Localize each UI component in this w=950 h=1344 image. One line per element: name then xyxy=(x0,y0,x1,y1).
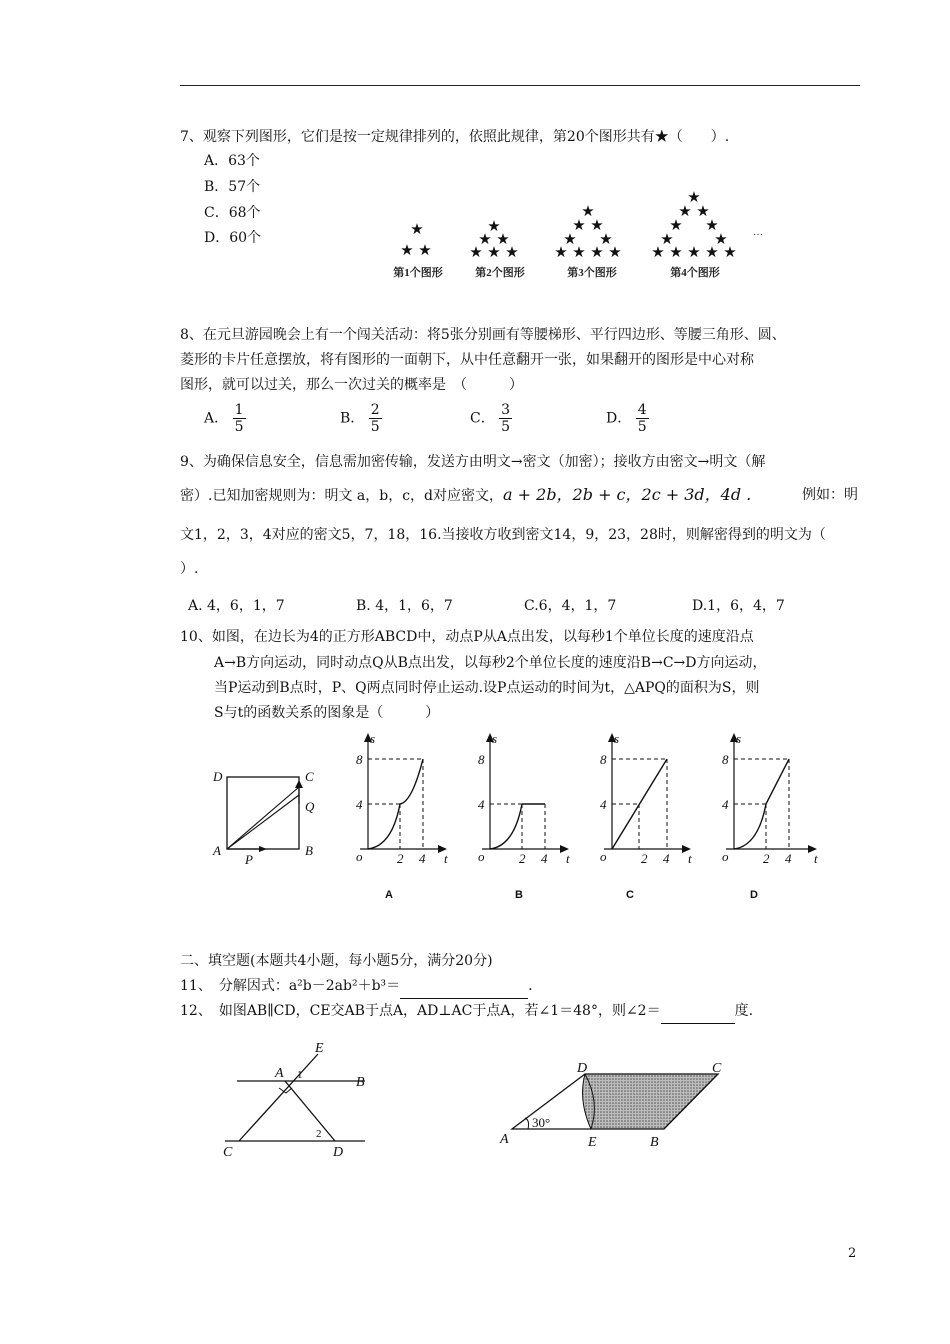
fraction: $\frac{3}{5}$ xyxy=(501,402,511,435)
axis-s: s xyxy=(492,731,498,746)
cipher-formula: a + 2b，2b + c，2c + 3d，4d . xyxy=(503,485,752,504)
star-icon: ★ xyxy=(651,245,665,261)
q7-stem: 7、观察下列图形，它们是按一定规律排列的，依照此规律，第20个图形共有★（ ）. xyxy=(180,129,730,145)
para-label-A: A xyxy=(500,1132,509,1147)
q8-option-b: B． $\frac{2}{5}$ xyxy=(340,402,380,435)
graph-d xyxy=(718,730,828,865)
q11-answer-blank[interactable] xyxy=(400,974,528,999)
section2-title: 二、填空题(本题共4小题，每小题5分，满分20分) xyxy=(180,953,493,969)
page-number: 2 xyxy=(848,1246,857,1261)
star-icon: ★ xyxy=(478,232,492,248)
fig12-label-A: A xyxy=(275,1066,284,1081)
q10-line3: 当P运动到B点时，P、Q两点同时停止运动.设P点运动的时间为t，△APQ的面积为S，则 xyxy=(214,680,760,696)
star-icon: ★ xyxy=(669,218,683,234)
tick-8: 8 xyxy=(722,752,729,767)
star-icon: ★ xyxy=(572,245,586,261)
q8-option-a: A． $\frac{1}{5}$ xyxy=(204,402,244,435)
star-icon: ★ xyxy=(410,222,424,238)
q12-answer-blank[interactable] xyxy=(661,999,735,1024)
star-icon: ★ xyxy=(714,232,728,248)
tick-8: 8 xyxy=(478,752,485,767)
q7-option-d: D．60个 xyxy=(204,230,262,246)
q8-line2: 菱形的卡片任意摆放，将有图形的一面朝下，从中任意翻开一张，如果翻开的图形是中心对称 xyxy=(180,352,754,368)
q8-option-c: C． $\frac{3}{5}$ xyxy=(470,402,511,435)
star-icon: ★ xyxy=(687,245,701,261)
star-icon: ★ xyxy=(572,218,586,234)
star-icon: ★ xyxy=(696,204,710,220)
q9-line2-post: 例如：明 xyxy=(802,487,858,503)
figure-label-4: 第4个图形 xyxy=(670,267,720,279)
star-icon: ★ xyxy=(581,204,595,220)
q9-line4: ）. xyxy=(180,561,199,577)
axis-s: s xyxy=(370,731,376,746)
graph-label-a: A xyxy=(385,889,393,901)
q7-option-c: C．68个 xyxy=(204,205,261,221)
fig12-label-C: C xyxy=(223,1145,233,1160)
angle-30-label: 30° xyxy=(532,1115,551,1130)
q8-line3: 图形，就可以过关，那么一次过关的概率是 （ ） xyxy=(180,377,523,393)
graph-a xyxy=(352,730,452,865)
square-figure xyxy=(205,762,325,867)
tick-4: 4 xyxy=(356,797,363,812)
tick-4: 4 xyxy=(478,797,485,812)
star-icon: ★ xyxy=(599,232,613,248)
para-label-B: B xyxy=(650,1135,659,1150)
star-icon: ★ xyxy=(487,219,501,235)
fraction: $\frac{1}{5}$ xyxy=(234,402,244,435)
star-icon: ★ xyxy=(669,245,683,261)
axis-t: t xyxy=(814,851,818,865)
star-icon: ★ xyxy=(400,243,414,259)
graph-label-d: D xyxy=(750,889,758,901)
star-icon: ★ xyxy=(590,245,604,261)
q9-line3: 文1，2，3，4对应的密文5，7，18，16.当接收方收到密文14，9，23，28时，则解密得到的明文为（ xyxy=(180,527,826,543)
q9-option-c: C.6，4，1，7 xyxy=(524,598,617,614)
tick-x4: 4 xyxy=(541,851,548,865)
star-icon: ★ xyxy=(487,245,501,261)
star-icon: ★ xyxy=(660,232,674,248)
fig12-label-E: E xyxy=(315,1041,324,1056)
axis-s: s xyxy=(736,731,742,746)
para-label-C: C xyxy=(712,1061,722,1076)
figure-label-3: 第3个图形 xyxy=(567,267,617,279)
angle-1-label: 1 xyxy=(297,1069,303,1081)
graph-b xyxy=(474,730,574,865)
star-icon: ★ xyxy=(590,218,604,234)
axis-t: t xyxy=(688,851,692,865)
q9-line1: 9、为确保信息安全，信息需加密传输，发送方由明文→密文（加密）；接收方由密文→明文（解 xyxy=(180,454,766,470)
q9-option-a: A. 4，6，1，7 xyxy=(188,598,285,614)
tick-x2: 2 xyxy=(397,851,404,865)
q8-option-d: D． $\frac{4}{5}$ xyxy=(606,402,647,435)
label-P: P xyxy=(245,852,253,867)
star-icon: ★ xyxy=(496,232,510,248)
fraction: $\frac{4}{5}$ xyxy=(637,402,647,435)
star-icon: ★ xyxy=(563,232,577,248)
parallelogram-figure xyxy=(492,1060,727,1155)
q9-option-b: B. 4，1，6，7 xyxy=(356,598,453,614)
tick-8: 8 xyxy=(600,752,607,767)
star-pattern-figure xyxy=(380,185,770,285)
tick-x4: 4 xyxy=(663,851,670,865)
star-icon: ★ xyxy=(554,245,568,261)
tick-4: 4 xyxy=(600,797,607,812)
q7-option-a: A．63个 xyxy=(204,153,260,169)
star-icon: ★ xyxy=(678,204,692,220)
label-B: B xyxy=(305,843,313,858)
tick-x2: 2 xyxy=(519,851,526,865)
q9-option-d: D.1，6，4，7 xyxy=(692,598,785,614)
fraction: $\frac{2}{5}$ xyxy=(370,402,380,435)
figure-label-2: 第2个图形 xyxy=(475,267,525,279)
q11: 11、 分解因式：a²b－2ab²＋b³＝ . xyxy=(180,974,533,999)
tick-x2: 2 xyxy=(763,851,770,865)
origin: o xyxy=(478,849,485,864)
star-icon: ★ xyxy=(469,245,483,261)
para-label-D: D xyxy=(577,1061,588,1076)
origin: o xyxy=(600,849,607,864)
q8-line1: 8、在元旦游园晚会上有一个闯关活动：将5张分别画有等腰梯形、平行四边形、等腰三角形、圆、 xyxy=(180,327,786,343)
tick-x4: 4 xyxy=(785,851,792,865)
q10-line2: A→B方向运动，同时动点Q从B点出发，以每秒2个单位长度的速度沿B→C→D方向运动， xyxy=(214,655,767,671)
header-rule xyxy=(180,85,860,86)
axis-t: t xyxy=(444,851,448,865)
axis-s: s xyxy=(614,731,620,746)
graph-c xyxy=(596,730,696,865)
star-icon: ★ xyxy=(723,245,737,261)
q10-line4: S与t的函数关系的图象是（ ） xyxy=(214,705,440,721)
q12: 12、 如图AB∥CD，CE交AB于点A，AD⊥AC于点A，若∠1＝48°，则∠2＝ 度. xyxy=(180,999,753,1024)
star-icon: ★ xyxy=(505,245,519,261)
q10-line1: 10、如图，在边长为4的正方形ABCD中，动点P从A点出发，以每秒1个单位长度的速度沿点 xyxy=(180,629,754,645)
label-C: C xyxy=(305,769,314,784)
parallel-lines-figure xyxy=(215,1038,385,1163)
star-icon: ★ xyxy=(705,218,719,234)
star-icon: ★ xyxy=(705,245,719,261)
star-icon: ★ xyxy=(608,245,622,261)
graph-label-b: B xyxy=(515,889,523,901)
figure-label-1: 第1个图形 xyxy=(393,267,443,279)
fig12-label-B: B xyxy=(356,1075,365,1090)
tick-x2: 2 xyxy=(641,851,648,865)
graph-label-c: C xyxy=(626,889,634,901)
label-Q: Q xyxy=(305,799,315,814)
angle-2-label: 2 xyxy=(316,1128,322,1140)
tick-8: 8 xyxy=(356,752,363,767)
star-icon: ★ xyxy=(687,190,701,206)
q7-option-b: B．57个 xyxy=(204,179,261,195)
star-icon: ★ xyxy=(418,243,432,259)
origin: o xyxy=(356,849,363,864)
ellipsis: … xyxy=(753,227,763,238)
tick-4: 4 xyxy=(722,797,729,812)
tick-x4: 4 xyxy=(419,851,426,865)
axis-t: t xyxy=(566,851,570,865)
label-D: D xyxy=(213,769,223,784)
fig12-label-D: D xyxy=(333,1145,344,1160)
q9-line2: 密）.已知加密规则为：明文 a，b，c，d对应密文，a + 2b，2b + c，2c + 3d，4d . xyxy=(180,485,752,504)
para-label-E: E xyxy=(588,1135,597,1150)
label-A: A xyxy=(213,843,221,858)
origin: o xyxy=(722,849,729,864)
